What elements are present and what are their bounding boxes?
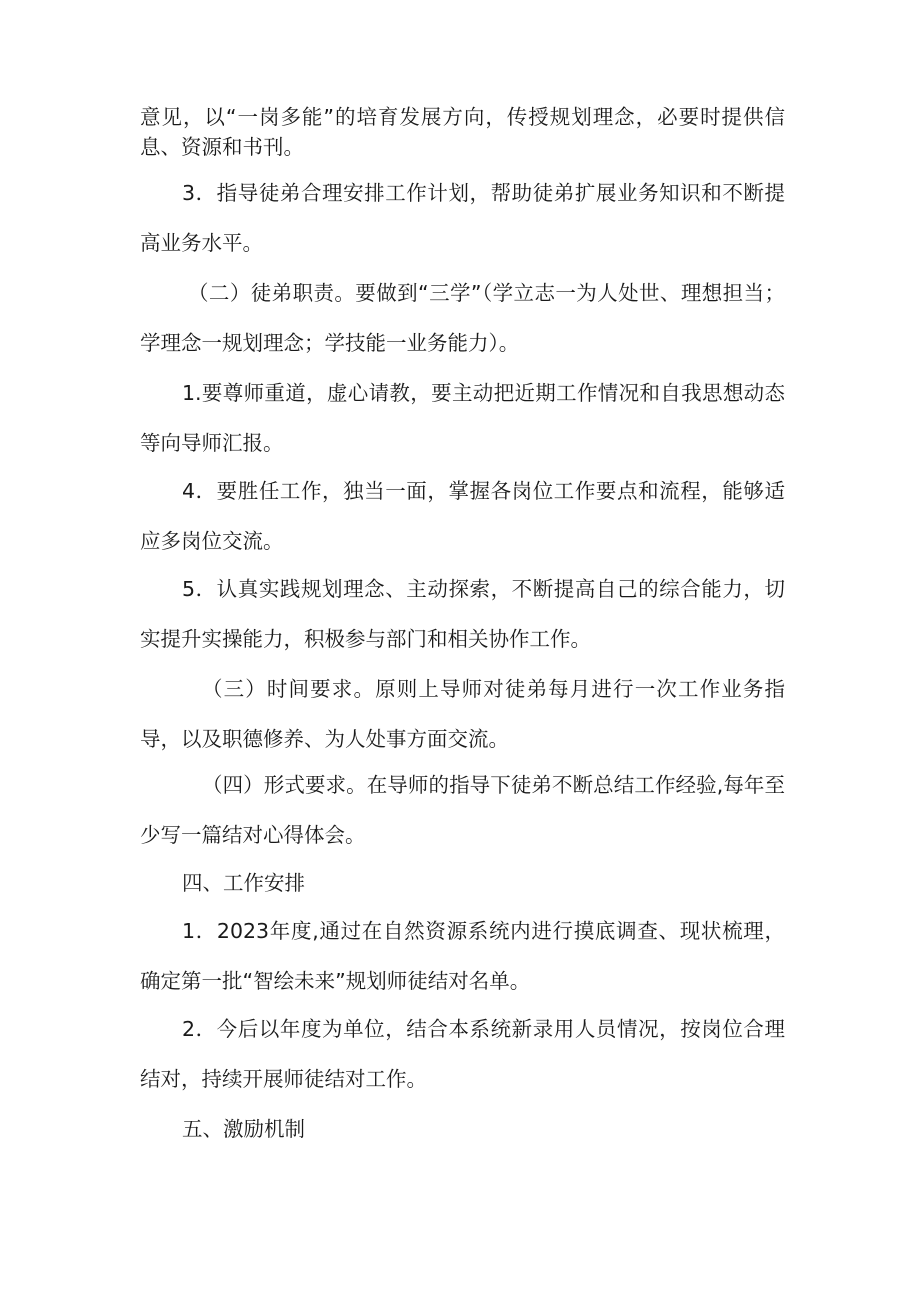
paragraph-apprentice-item-1: 1.要尊师重道，虚心请教，要主动把近期工作情况和自我思想动态等向导师汇报。 [140, 381, 785, 455]
paragraph-apprentice-duties: （二）徒弟职责。要做到“三学”（学立志一为人处世、理想担当；学理念一规划理念；学技能一业务能力）。 [140, 281, 785, 355]
paragraph-apprentice-item-5: 5．认真实践规划理念、主动探索，不断提高自己的综合能力，切实提升实操能力，积极参与部门和相关协作工作。 [140, 577, 785, 651]
paragraph-apprentice-item-4: 4．要胜任工作，独当一面，掌握各岗位工作要点和流程，能够适应多岗位交流。 [140, 479, 785, 553]
section-heading-incentive-mechanism: 五、激励机制 [182, 1117, 305, 1141]
section-heading-work-arrangement: 四、工作安排 [182, 871, 305, 895]
paragraph-time-requirement: （三）时间要求。原则上导师对徒弟每月进行一次工作业务指导，以及职德修养、为人处事方面交流。 [140, 677, 785, 751]
paragraph-mentor-duty-3: 3．指导徒弟合理安排工作计划，帮助徒弟扩展业务知识和不断提高业务水平。 [140, 181, 785, 255]
paragraph-arrangement-item-1: 1．2023年度,通过在自然资源系统内进行摸底调查、现状梳理，确定第一批“智绘未来”规划师徒结对名单。 [140, 919, 785, 993]
paragraph-continued-opinion: 意见，以“一岗多能”的培育发展方向，传授规划理念，必要时提供信息、资源和书刊。 [140, 105, 785, 159]
paragraph-form-requirement: （四）形式要求。在导师的指导下徒弟不断总结工作经验,每年至少写一篇结对心得体会。 [140, 773, 785, 847]
paragraph-arrangement-item-2: 2．今后以年度为单位，结合本系统新录用人员情况，按岗位合理结对，持续开展师徒结对工作。 [140, 1017, 785, 1091]
